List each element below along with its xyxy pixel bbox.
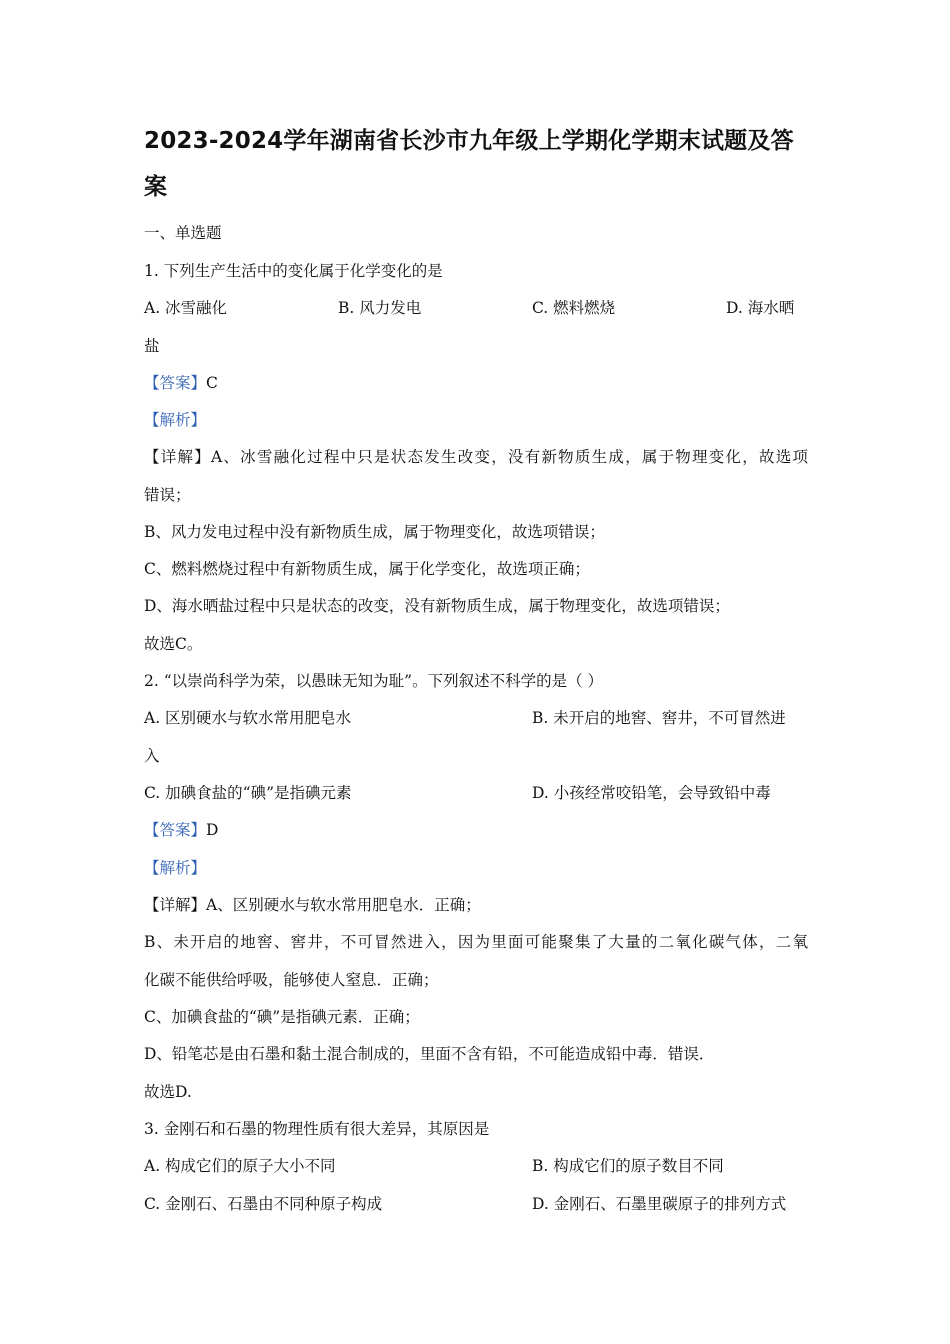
q1-answer [144,373,218,393]
q2-detail-b-continued: 化碳不能供给呼吸，能够使人窒息．正确； [144,971,439,989]
q3-option-d: D. 金刚石、石墨里碳原子的排列方式 [532,1195,787,1213]
answer-label: 【答案】 [144,374,207,392]
q3-option-a: A. 构成它们的原子大小不同 [144,1157,336,1175]
q2-detail-d: D、铅笔芯是由石墨和黏土混合制成的，里面不含有铅，不可能造成铅中毒．错误． [144,1045,715,1063]
q1-answer-value: C [206,374,218,392]
q1-option-c: C. 燃料燃烧 [532,299,616,317]
q2-option-d: D. 小孩经常咬铅笔，会导致铅中毒 [532,784,771,802]
q2-conclusion: 故选D. [144,1083,192,1101]
q1-option-d-continued: 盐 [144,337,160,355]
q2-option-b: B. 未开启的地窖、窖井，不可冒然进 [532,709,786,727]
q1-detail-c: C、燃料燃烧过程中有新物质生成，属于化学变化，故选项正确； [144,560,590,578]
q1-option-a: A. 冰雪融化 [144,299,228,317]
q1-detail-d: D、海水晒盐过程中只是状态的改变，没有新物质生成，属于物理变化，故选项错误； [144,597,730,615]
document-title: 2023-2024学年湖南省长沙市九年级上学期化学期末试题及答案 [144,128,794,200]
q1-analysis-label: 【解析】 [144,411,207,429]
q3-stem: 3. 金刚石和石墨的物理性质有很大差异，其原因是 [144,1120,490,1138]
q1-detail-b: B、风力发电过程中没有新物质生成，属于物理变化，故选项错误； [144,523,605,541]
q1-detail-a [144,447,808,467]
q1-stem: 1. 下列生产生活中的变化属于化学变化的是 [144,262,443,280]
q1-option-d: D. 海水晒 [726,299,795,317]
detail-label: 【详解】 [144,448,211,466]
q2-option-b-continued: 入 [144,747,160,765]
q2-analysis-label: 【解析】 [144,859,207,877]
detail-label: 【详解】 [144,896,207,914]
q1-option-b: B. 风力发电 [338,299,422,317]
q2-option-c: C. 加碘食盐的“碘”是指碘元素 [144,784,352,802]
q3-option-c: C. 金刚石、石墨由不同种原子构成 [144,1195,383,1213]
q2-detail-b [144,932,808,952]
q2-detail-a [144,895,481,915]
q2-answer [144,820,218,840]
answer-label: 【答案】 [144,821,207,839]
q1-conclusion: 故选C。 [144,635,203,653]
q1-detail-a-continued: 错误； [144,486,191,504]
q1-detail-a-text: A、冰雪融化过程中只是状态发生改变，没有新物质生成，属于物理变化，故选项 [210,448,808,466]
q2-detail-b-text: B、未开启的地窖、窖井，不可冒然进入，因为里面可能聚集了大量的二氧化碳气体，二氧 [144,933,808,951]
q2-option-a: A. 区别硬水与软水常用肥皂水 [144,709,352,727]
q3-option-b: B. 构成它们的原子数目不同 [532,1157,724,1175]
q2-detail-c: C、加碘食盐的“碘”是指碘元素．正确； [144,1008,420,1026]
q2-stem: 2. “以崇尚科学为荣，以愚昧无知为耻”。下列叙述不科学的是（ ） [144,672,603,690]
section-heading: 一、单选题 [144,224,222,242]
q2-detail-a-text: A、区别硬水与软水常用肥皂水．正确； [206,896,481,914]
q2-answer-value: D [206,821,219,839]
